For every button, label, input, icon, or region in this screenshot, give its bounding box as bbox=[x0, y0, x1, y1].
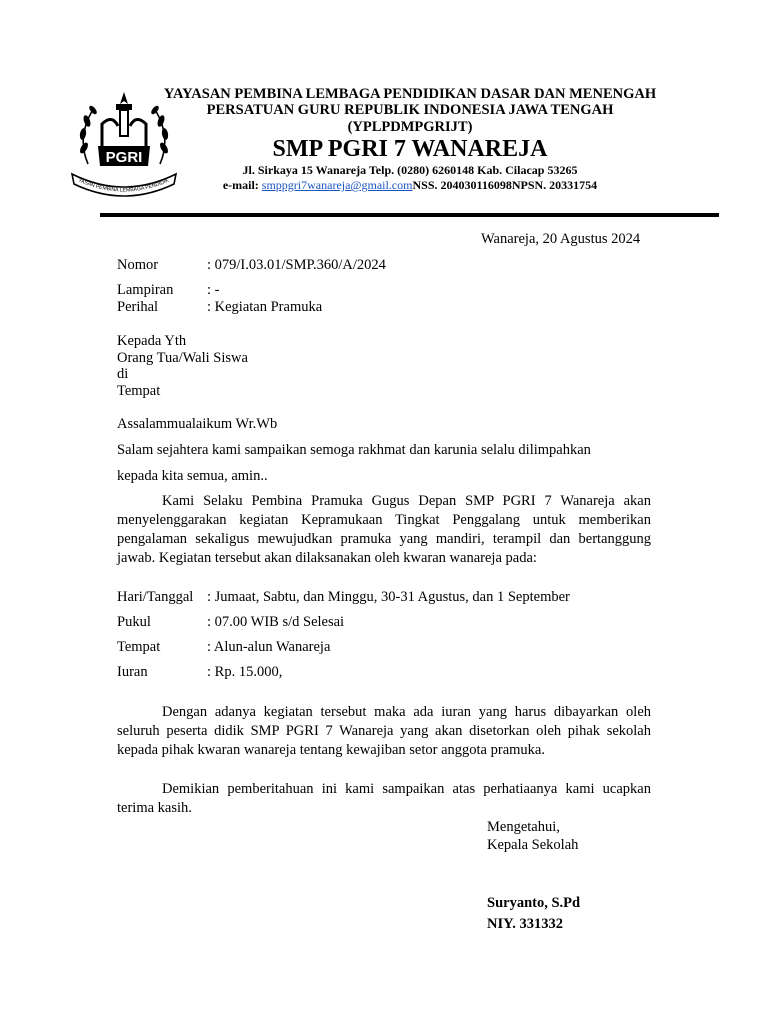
closing-paragraph: Demikian pemberitahuan ini kami sampaikan atas perhatiaanya kami ucapkan terima kasih. bbox=[117, 781, 651, 816]
org-name-line-1: YAYASAN PEMBINA LEMBAGA PENDIDIKAN DASAR DAN MENENGAH bbox=[163, 86, 657, 102]
opening-line-1: Salam sejahtera kami sampaikan semoga rakhmat dan karunia selalu dilimpahkan bbox=[117, 442, 591, 458]
school-address: Jl. Sirkaya 15 Wanareja Telp. (0280) 6260148 Kab. Cilacap 53265 bbox=[242, 163, 578, 177]
sign-acknowledge: Mengetahui, bbox=[487, 819, 560, 835]
body-paragraph-2: Dengan adanya kegiatan tersebut maka ada iuran yang harus dibayarkan oleh seluruh peserta didik SMP PGRI 7 Wanareja yang akan disetorkan oleh pihak sekolah kepada pihak kwaran wanareja tentang kewajiban setor anggota pramuka. bbox=[117, 704, 651, 758]
detail-value-day-date: : Jumaat, Sabtu, dan Minggu, 30-31 Agustus, dan 1 September bbox=[207, 589, 570, 605]
meta-label-nomor: Nomor bbox=[117, 257, 159, 273]
header-divider bbox=[100, 213, 719, 217]
opening-line-2: kepada kita semua, amin.. bbox=[117, 468, 268, 484]
org-abbreviation: (YPLPDMPGRIJT) bbox=[347, 119, 473, 135]
meta-label-lampiran: Lampiran bbox=[117, 282, 174, 298]
recipient-line: Kepada Yth bbox=[117, 333, 187, 349]
meta-label-perihal: Perihal bbox=[117, 299, 159, 315]
detail-value-place: : Alun-alun Wanareja bbox=[207, 639, 331, 655]
signer-id: NIY. 331332 bbox=[487, 916, 564, 932]
meta-value-lampiran: : - bbox=[207, 282, 220, 298]
detail-label-day-date: Hari/Tanggal bbox=[117, 589, 194, 605]
greeting: Assalammualaikum Wr.Wb bbox=[117, 416, 278, 432]
detail-label-place: Tempat bbox=[117, 639, 161, 655]
school-name: SMP PGRI 7 WANAREJA bbox=[272, 136, 548, 162]
body-paragraph-1: Kami Selaku Pembina Pramuka Gugus Depan SMP PGRI 7 Wanareja akan menyelenggarakan kegiatan Kepramukaan Tingkat Penggalang untuk memberikan pengalaman sekaligus mewujudkan pramuka yang mandiri, terampil dan bertanggung jawab. Kegiatan tersebut akan dilaksanakan oleh kwaran wanareja pada: bbox=[117, 493, 651, 566]
recipient-line: di bbox=[117, 366, 129, 382]
meta-value-perihal: : Kegiatan Pramuka bbox=[207, 299, 323, 315]
nss-npsn: NSS. 204030116098NPSN. 20331754 bbox=[412, 178, 598, 192]
meta-value-nomor: : 079/I.03.01/SMP.360/A/2024 bbox=[207, 257, 386, 273]
email-label: e-mail: bbox=[222, 178, 259, 192]
detail-label-fee: Iuran bbox=[117, 664, 148, 680]
recipient-line: Tempat bbox=[117, 383, 161, 399]
recipient-line: Orang Tua/Wali Siswa bbox=[117, 350, 248, 366]
detail-label-time: Pukul bbox=[117, 614, 151, 630]
logo-text: PGRI bbox=[105, 149, 143, 166]
detail-value-time: : 07.00 WIB s/d Selesai bbox=[207, 614, 345, 630]
email-link[interactable]: smppgri7wanareja@gmail.com bbox=[261, 178, 413, 192]
org-name-line-2: PERSATUAN GURU REPUBLIK INDONESIA JAWA TENGAH bbox=[206, 102, 614, 118]
detail-value-fee: : Rp. 15.000, bbox=[207, 664, 283, 680]
logo-ribbon-text: YASAN PEMBINA LEMBAGA PENDIDIK bbox=[77, 177, 170, 194]
signer-name: Suryanto, S.Pd bbox=[487, 895, 581, 911]
sign-title: Kepala Sekolah bbox=[487, 837, 579, 853]
place-date: Wanareja, 20 Agustus 2024 bbox=[481, 231, 641, 247]
contact-line bbox=[140, 178, 680, 193]
